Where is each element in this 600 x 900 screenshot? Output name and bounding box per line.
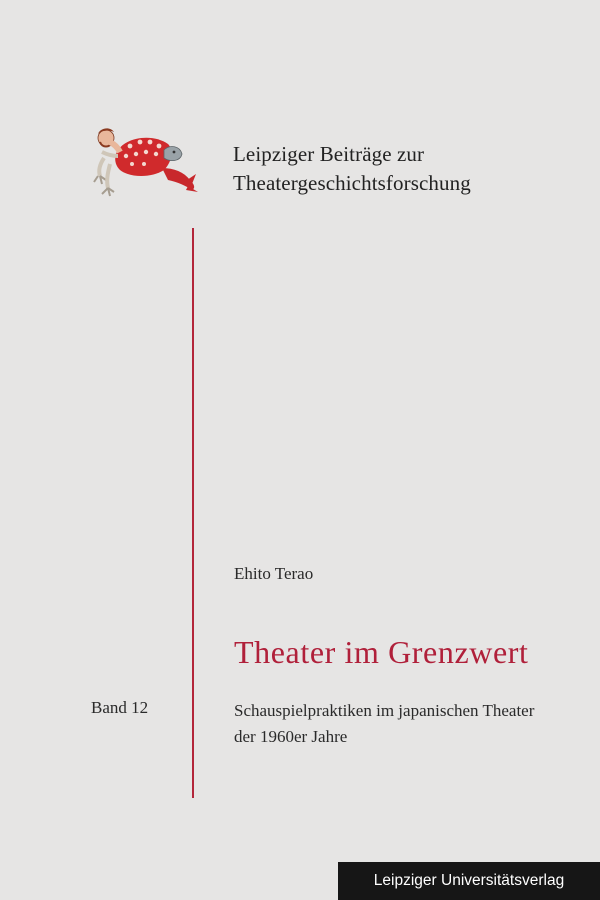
series-title-line2: Theatergeschichtsforschung bbox=[233, 171, 471, 195]
book-subtitle bbox=[234, 698, 534, 750]
series-emblem-icon bbox=[88, 124, 200, 198]
book-title: Theater im Grenzwert bbox=[234, 634, 529, 670]
series-title-line1: Leipziger Beiträge zur bbox=[233, 142, 425, 166]
vertical-divider bbox=[192, 228, 194, 798]
subtitle-line1: Schauspielpraktiken im japanischen Theater bbox=[234, 701, 535, 720]
publisher-bar bbox=[338, 862, 600, 900]
publisher-name: Leipziger Universitätsverlag bbox=[373, 872, 565, 889]
author-name: Ehito Terao bbox=[234, 564, 314, 583]
series-title bbox=[233, 140, 471, 198]
volume-number: Band 12 bbox=[91, 698, 149, 717]
subtitle-line2: der 1960er Jahre bbox=[234, 727, 348, 746]
